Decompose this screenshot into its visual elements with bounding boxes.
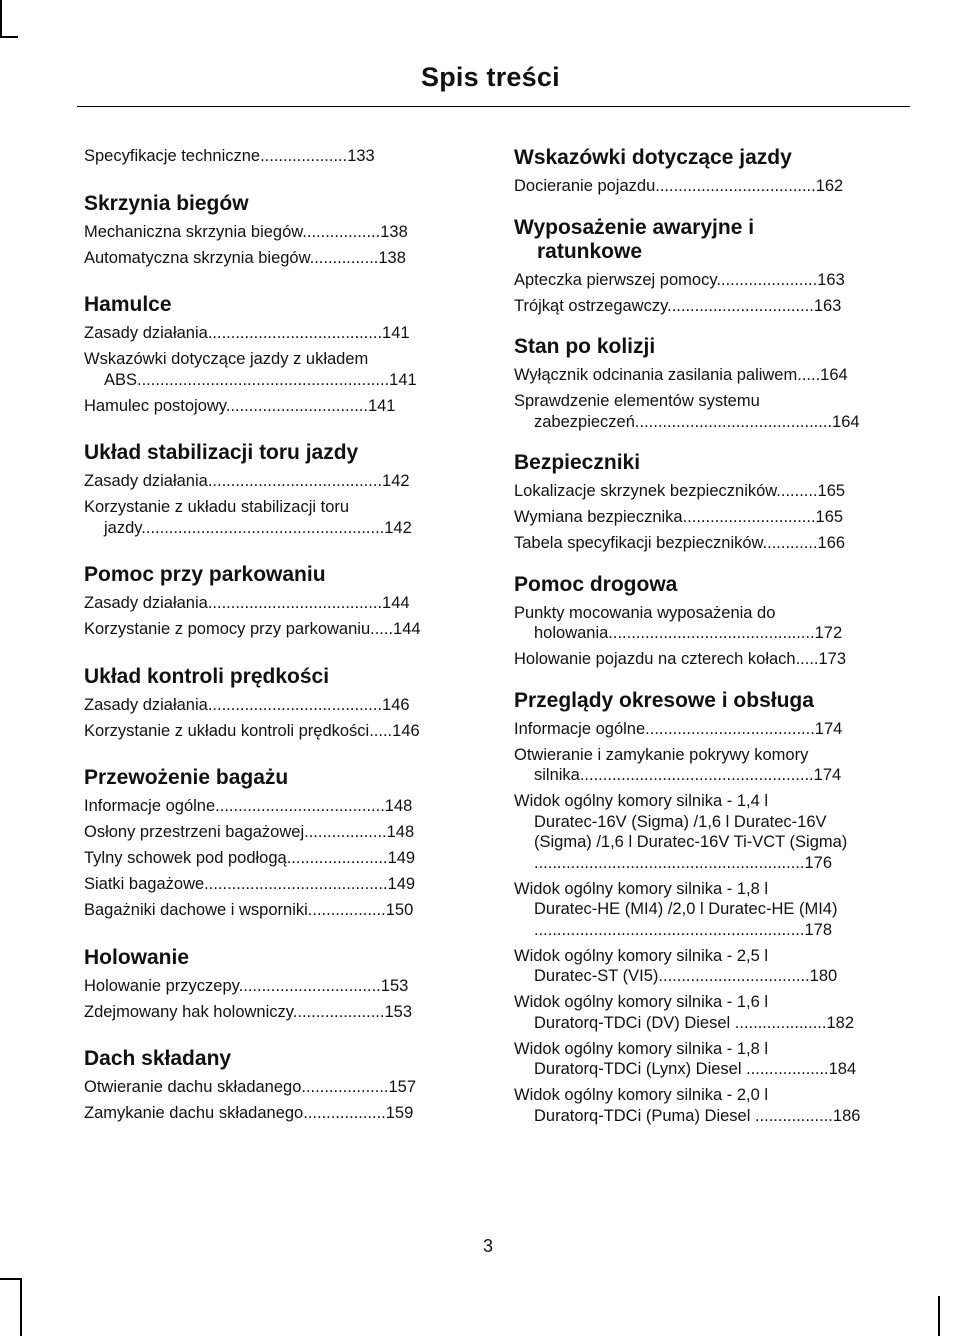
toc-section <box>84 293 484 416</box>
toc-entry-text: Trójkąt ostrzegawczy................................163 <box>514 296 842 315</box>
toc-entry[interactable] <box>514 507 914 528</box>
toc-entry[interactable] <box>84 796 484 817</box>
toc-entry-text: Lokalizacje skrzynek bezpieczników.........165 <box>514 482 846 500</box>
toc-entry[interactable] <box>84 874 484 895</box>
toc-entry[interactable] <box>514 719 914 740</box>
toc-section <box>84 441 484 538</box>
toc-entry[interactable] <box>84 396 484 417</box>
crop-mark-bottom-right-v <box>938 1296 940 1336</box>
toc-entry-text: Zasady działania......................................144 <box>84 594 410 612</box>
toc-entry-text: Holowanie pojazdu na czterech kołach.....173 <box>514 650 847 668</box>
toc-entry[interactable] <box>514 270 914 291</box>
toc-entry-continuation: Duratec-ST (VI5).................................180 <box>534 967 838 985</box>
toc-entry[interactable] <box>514 1039 914 1080</box>
toc-entry[interactable] <box>84 822 484 843</box>
toc-entry-text: Widok ogólny komory silnika - 1,8 l <box>514 1039 769 1058</box>
toc-entry[interactable] <box>84 619 484 640</box>
toc-entry[interactable] <box>84 900 484 921</box>
toc-entry-text: Sprawdzenie elementów systemu <box>514 392 760 410</box>
page-number: 3 <box>483 1236 494 1256</box>
toc-entry-text: Zdejmowany hak holowniczy....................153 <box>84 1002 413 1021</box>
toc-section <box>514 216 914 317</box>
toc-entry[interactable] <box>84 146 484 167</box>
crop-mark-bottom-left-v <box>20 1278 22 1336</box>
toc-entry-text: Otwieranie i zamykanie pokrywy komory <box>514 745 809 764</box>
toc-entry-text: Widok ogólny komory silnika - 2,0 l <box>514 1086 769 1104</box>
toc-section <box>84 1047 484 1124</box>
toc-entry-text: Wskazówki dotyczące jazdy z układem <box>84 350 369 368</box>
toc-entry[interactable] <box>84 1002 484 1023</box>
toc-entry[interactable] <box>514 481 914 502</box>
toc-entry-text: Informacje ogólne.....................................148 <box>84 797 413 815</box>
section-title: Pomoc przy parkowaniu <box>84 563 326 586</box>
toc-entry-text: Zasady działania......................................142 <box>84 472 410 490</box>
toc-entry-continuation: zabezpieczeń...........................................164 <box>534 412 860 431</box>
toc-entry[interactable] <box>84 349 484 390</box>
toc-entry-continuation: Duratorq-TDCi (DV) Diesel ....................182 <box>534 1013 854 1032</box>
toc-entry[interactable] <box>514 649 914 670</box>
toc-section <box>514 689 914 1127</box>
section-title: Dach składany <box>84 1047 232 1070</box>
toc-entry-text: Korzystanie z układu kontroli prędkości.....146 <box>84 721 420 740</box>
toc-entry-continuation: Duratorq-TDCi (Puma) Diesel .................186 <box>534 1106 861 1125</box>
toc-entry-text: Osłony przestrzeni bagażowej..................148 <box>84 823 415 841</box>
toc-entry-continuation: Duratec-16V (Sigma) /1,6 l Duratec-16V <box>534 812 827 831</box>
toc-entry-text: Punkty mocowania wyposażenia do <box>514 603 776 622</box>
section-title: Wyposażenie awaryjne i <box>514 215 755 239</box>
toc-entry[interactable] <box>514 296 914 317</box>
section-title: Układ stabilizacji toru jazdy <box>84 441 359 464</box>
section-title: Przewożenie bagażu <box>84 766 289 789</box>
section-title: Pomoc drogowa <box>514 572 678 596</box>
toc-entry-text: Bagażniki dachowe i wsporniki.................150 <box>84 901 414 919</box>
toc-section <box>84 665 484 742</box>
toc-entry-continuation: Duratorq-TDCi (Lynx) Diesel ..................184 <box>534 1060 857 1078</box>
toc-entry-continuation: ...........................................................176 <box>534 853 832 872</box>
toc-entry-text: Korzystanie z pomocy przy parkowaniu.....144 <box>84 620 421 638</box>
toc-entry[interactable] <box>514 603 914 644</box>
toc-entry-text: Tabela specyfikacji bezpieczników............166 <box>514 534 846 552</box>
toc-entry[interactable] <box>514 879 914 941</box>
toc-left-column <box>84 146 484 1124</box>
toc-section <box>514 451 914 554</box>
toc-entry-text: Docieranie pojazdu...................................162 <box>514 177 844 195</box>
toc-entry[interactable] <box>514 992 914 1033</box>
toc-entry-continuation: (Sigma) /1,6 l Duratec-16V Ti-VCT (Sigma) <box>534 833 848 851</box>
toc-entry[interactable] <box>84 593 484 614</box>
section-title: Hamulce <box>84 293 172 316</box>
toc-entry-text: Zasady działania......................................141 <box>84 324 410 342</box>
toc-entry[interactable] <box>514 791 914 873</box>
toc-entry-text: Automatyczna skrzynia biegów...............138 <box>84 248 406 267</box>
toc-entry-text: Otwieranie dachu składanego...................157 <box>84 1078 417 1096</box>
toc-section <box>84 146 484 167</box>
toc-entry-text: Zasady działania......................................146 <box>84 695 410 714</box>
toc-entry-text: Hamulec postojowy...............................141 <box>84 396 396 415</box>
toc-entry-text: Widok ogólny komory silnika - 1,6 l <box>514 993 769 1011</box>
toc-entry-text: Widok ogólny komory silnika - 1,8 l <box>514 879 769 898</box>
toc-entry-text: Zamykanie dachu składanego..................159 <box>84 1104 414 1122</box>
toc-entry-text: Wyłącznik odcinania zasilania paliwem.....164 <box>514 366 848 384</box>
toc-entry-continuation: ABS.......................................................141 <box>104 370 417 389</box>
toc-entry-text: Siatki bagażowe........................................149 <box>84 875 416 893</box>
toc-section <box>84 766 484 921</box>
toc-entry[interactable] <box>514 946 914 987</box>
toc-entry-text: Informacje ogólne.....................................174 <box>514 719 843 738</box>
toc-right-column <box>514 146 914 1126</box>
toc-entry-text: Specyfikacje techniczne...................133 <box>84 147 375 165</box>
section-title: Bezpieczniki <box>514 451 641 474</box>
toc-entry-text: Apteczka pierwszej pomocy......................163 <box>514 270 845 289</box>
toc-entry[interactable] <box>84 497 484 538</box>
toc-entry[interactable] <box>514 176 914 197</box>
toc-entry-continuation: ...........................................................178 <box>534 920 832 939</box>
toc-entry[interactable] <box>514 365 914 386</box>
toc-entry[interactable] <box>514 533 914 554</box>
toc-entry[interactable] <box>84 248 484 269</box>
toc-entry-continuation: Duratec-HE (MI4) /2,0 l Duratec-HE (MI4) <box>534 900 838 918</box>
section-title: Wskazówki dotyczące jazdy <box>514 146 792 169</box>
toc-section <box>514 573 914 670</box>
section-title: Stan po kolizji <box>514 335 656 358</box>
toc-entry-continuation: jazdy.....................................................142 <box>104 518 412 537</box>
toc-entry-text: Holowanie przyczepy...............................153 <box>84 976 409 995</box>
toc-section <box>514 335 914 432</box>
toc-entry[interactable] <box>514 391 914 432</box>
toc-section <box>84 563 484 640</box>
toc-entry[interactable] <box>84 323 484 344</box>
header-rule <box>77 106 910 107</box>
section-title-continued: ratunkowe <box>537 239 643 263</box>
toc-entry[interactable] <box>84 848 484 869</box>
toc-entry-text: Widok ogólny komory silnika - 1,4 l <box>514 792 769 810</box>
toc-entry-continuation: holowania.............................................172 <box>534 624 843 642</box>
toc-entry-text: Widok ogólny komory silnika - 2,5 l <box>514 946 769 965</box>
toc-entry-text: Mechaniczna skrzynia biegów.................138 <box>84 222 408 241</box>
toc-entry-continuation: silnika...................................................174 <box>534 766 842 784</box>
section-title: Układ kontroli prędkości <box>84 664 330 688</box>
toc-entry[interactable] <box>84 695 484 716</box>
toc-entry[interactable] <box>84 222 484 243</box>
crop-mark-bottom-left-h <box>0 1278 22 1280</box>
section-title: Skrzynia biegów <box>84 191 249 215</box>
page-title: Spis treści <box>421 62 560 92</box>
toc-entry-text: Wymiana bezpiecznika.............................165 <box>514 508 844 526</box>
toc-section <box>84 946 484 1023</box>
toc-section <box>514 146 914 197</box>
crop-mark-top-left-v <box>0 0 2 38</box>
toc-entry[interactable] <box>84 721 484 742</box>
toc-entry-text: Korzystanie z układu stabilizacji toru <box>84 498 350 516</box>
toc-section <box>84 192 484 269</box>
toc-entry[interactable] <box>514 1085 914 1126</box>
toc-entry-text: Tylny schowek pod podłogą......................149 <box>84 849 416 867</box>
toc-entry[interactable] <box>514 745 914 786</box>
toc-entry[interactable] <box>84 1077 484 1098</box>
toc-entry[interactable] <box>84 471 484 492</box>
section-title: Przeglądy okresowe i obsługa <box>514 688 814 712</box>
section-title: Holowanie <box>84 945 190 969</box>
crop-mark-top-left-h <box>0 36 18 38</box>
toc-entry[interactable] <box>84 1103 484 1124</box>
toc-entry[interactable] <box>84 976 484 997</box>
